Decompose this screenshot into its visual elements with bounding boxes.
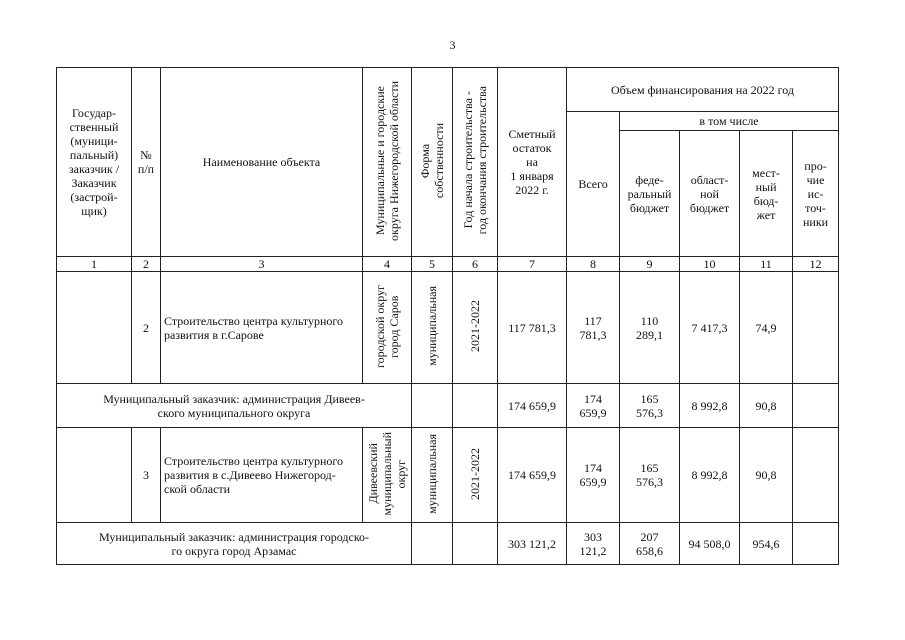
cell-total: 303 121,2 xyxy=(567,523,620,565)
cell-name: Строительство центра культурного развития в г.Сарове xyxy=(161,272,363,384)
cell-local: 74,9 xyxy=(740,272,793,384)
col-number: 1 xyxy=(57,257,132,272)
header-estimate: Сметный остаток на 1 января 2022 г. xyxy=(498,68,567,257)
cell-years xyxy=(453,384,498,428)
cell-local: 954,6 xyxy=(740,523,793,565)
header-funding: Объем финансирования на 2022 год xyxy=(567,68,839,112)
col-number: 2 xyxy=(132,257,161,272)
col-number: 4 xyxy=(363,257,412,272)
cell-customer xyxy=(57,272,132,384)
customer-label: Муниципальный заказчик: администрация Дивеев- ского муниципального округа xyxy=(57,384,412,428)
header-federal: феде- ральный бюджет xyxy=(620,131,680,257)
col-number: 9 xyxy=(620,257,680,272)
cell-other xyxy=(793,523,839,565)
header-years: Год начала строительства - год окончания строительства xyxy=(453,68,498,257)
cell-years xyxy=(453,523,498,565)
cell-estimate: 117 781,3 xyxy=(498,272,567,384)
customer-row-arzamas xyxy=(57,523,839,565)
cell-total: 174 659,9 xyxy=(567,384,620,428)
header-ownership: Форма собственности xyxy=(412,68,453,257)
header-num: № п/п xyxy=(132,68,161,257)
cell-ownership xyxy=(412,523,453,565)
object-row-sarov xyxy=(57,272,839,384)
cell-local: 90,8 xyxy=(740,428,793,523)
cell-municipality: Дивеевский муниципальный округ xyxy=(363,428,412,523)
cell-regional: 8 992,8 xyxy=(680,384,740,428)
header-customer: Государ- ственный (муници- пальный) заказчик / Заказчик (застрой- щик) xyxy=(57,68,132,257)
cell-other xyxy=(793,272,839,384)
cell-federal: 165 576,3 xyxy=(620,428,680,523)
col-number: 8 xyxy=(567,257,620,272)
cell-num: 2 xyxy=(132,272,161,384)
header-name: Наименование объекта xyxy=(161,68,363,257)
cell-federal: 165 576,3 xyxy=(620,384,680,428)
cell-regional: 94 508,0 xyxy=(680,523,740,565)
page-number: 3 xyxy=(449,38,456,52)
cell-other xyxy=(793,428,839,523)
cell-num: 3 xyxy=(132,428,161,523)
cell-regional: 7 417,3 xyxy=(680,272,740,384)
cell-estimate: 174 659,9 xyxy=(498,384,567,428)
cell-total: 117 781,3 xyxy=(567,272,620,384)
cell-years: 2021-2022 xyxy=(453,272,498,384)
col-number: 10 xyxy=(680,257,740,272)
header-regional: област- ной бюджет xyxy=(680,131,740,257)
cell-total: 174 659,9 xyxy=(567,428,620,523)
cell-local: 90,8 xyxy=(740,384,793,428)
header-total: Всего xyxy=(567,112,620,257)
cell-federal: 207 658,6 xyxy=(620,523,680,565)
customer-label: Муниципальный заказчик: администрация городско- го округа город Арзамас xyxy=(57,523,412,565)
col-number: 6 xyxy=(453,257,498,272)
header-other: про- чие ис- точ- ники xyxy=(793,131,839,257)
col-number: 12 xyxy=(793,257,839,272)
cell-ownership: муниципальная xyxy=(412,272,453,384)
cell-municipality: городской округ город Саров xyxy=(363,272,412,384)
header-incl: в том числе xyxy=(620,112,839,131)
cell-regional: 8 992,8 xyxy=(680,428,740,523)
cell-years: 2021-2022 xyxy=(453,428,498,523)
object-row-diveevo xyxy=(57,428,839,523)
customer-row-diveevo xyxy=(57,384,839,428)
col-number: 11 xyxy=(740,257,793,272)
cell-estimate: 303 121,2 xyxy=(498,523,567,565)
header-municipality: Муниципальные и городские округа Нижегородской области xyxy=(363,68,412,257)
column-number-row xyxy=(57,257,839,272)
col-number: 5 xyxy=(412,257,453,272)
cell-other xyxy=(793,384,839,428)
cell-name: Строительство центра культурного развития в с.Дивеево Нижегород- ской области xyxy=(161,428,363,523)
cell-ownership: муниципальная xyxy=(412,428,453,523)
col-number: 7 xyxy=(498,257,567,272)
header-local: мест- ный бюд- жет xyxy=(740,131,793,257)
cell-ownership xyxy=(412,384,453,428)
cell-federal: 110 289,1 xyxy=(620,272,680,384)
col-number: 3 xyxy=(161,257,363,272)
cell-customer xyxy=(57,428,132,523)
cell-estimate: 174 659,9 xyxy=(498,428,567,523)
financing-table xyxy=(56,67,839,565)
